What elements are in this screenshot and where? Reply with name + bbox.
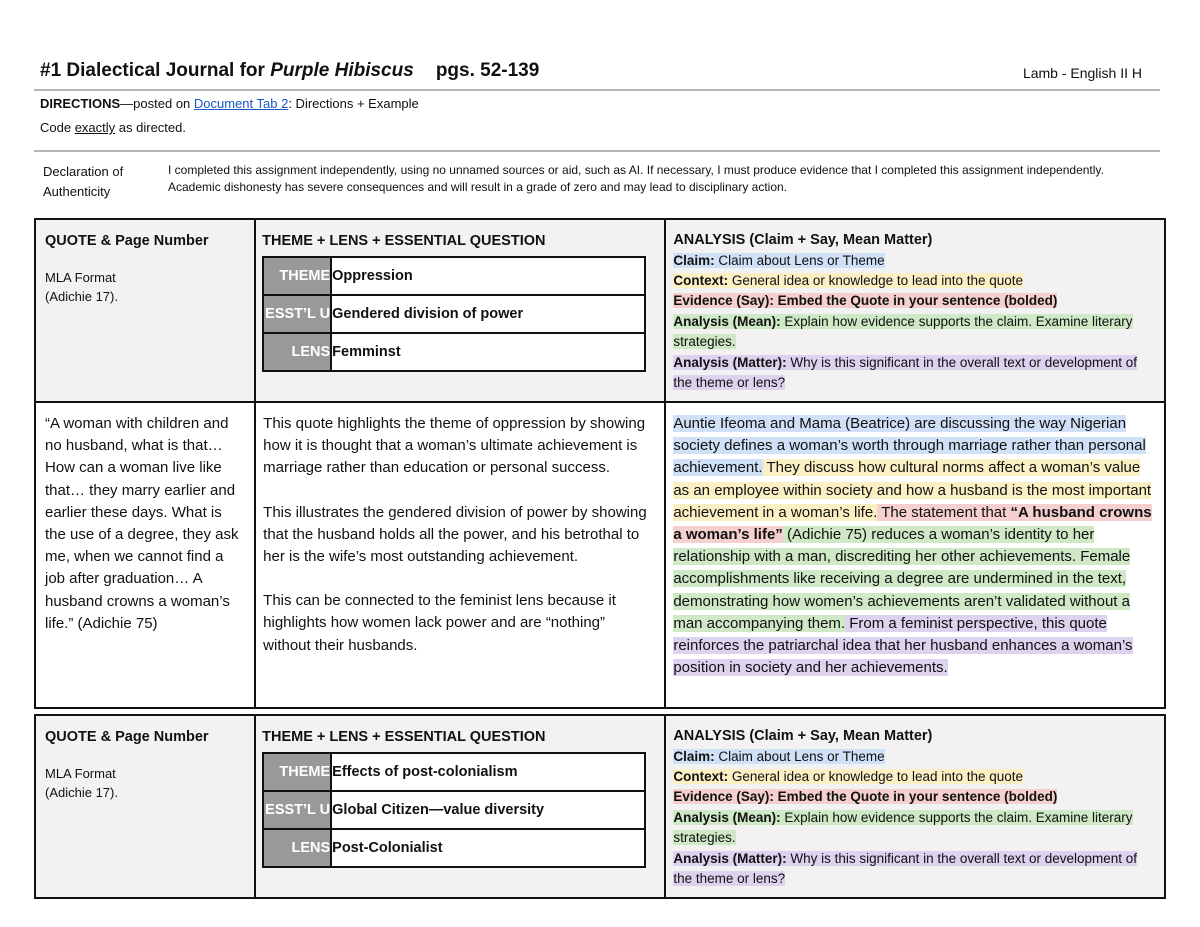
quote-header-cell: [35, 219, 255, 402]
journal-table-1: [34, 218, 1166, 709]
theme-lens-box: [262, 256, 646, 372]
quote-text: “A woman with children and no husband, what is that… How can a woman live like that… they marry earlier and earlier these days. What is the use of a degree, they ask me, when we cannot find a job after graduation… A husband crowns a woman’s life.” (Adichie 75): [45, 415, 239, 632]
lens-label: LENS: [263, 829, 331, 867]
theme-header-cell: [255, 715, 665, 898]
divider: [34, 89, 1160, 91]
theme-heading: THEME + LENS + ESSENTIAL QUESTION: [262, 233, 546, 249]
analysis-heading: ANALYSIS (Claim + Say, Mean Matter): [673, 232, 933, 248]
mla-format-label: MLA Format: [45, 766, 116, 781]
divider: [34, 150, 1160, 152]
theme-value[interactable]: Effects of post-colonialism: [331, 753, 645, 791]
quote-cell[interactable]: [35, 402, 255, 708]
analysis-context: They discuss how cultural norms affect a woman’s value as an employee within society and how a husband is the most important achievement in a woman’s life.: [673, 459, 1152, 521]
theme-heading: THEME + LENS + ESSENTIAL QUESTION: [262, 729, 546, 745]
mla-example: (Adichie 17).: [45, 785, 118, 800]
lens-label: LENS: [263, 333, 331, 371]
essential-label: ESST’L U: [263, 295, 331, 333]
document-tab-link[interactable]: Document Tab 2: [193, 96, 289, 111]
theme-label: THEME: [263, 753, 331, 791]
analysis-header-cell: ANALYSIS (Claim + Say, Mean Matter) Claim: Claim about Lens or Theme Context: General idea or knowledge to lead into the quote Evidence (Say): Embed the Quote in your sentence (bolded) Analysis (Mean): Explain how evidence supports the claim. Examine literary strategies. Analysis (Matter): Why is this significant in the overall text or development of the theme or lens?: [665, 219, 1165, 402]
lens-value[interactable]: Femminst: [331, 333, 645, 371]
theme-header-cell: [255, 219, 665, 402]
evidence-guide: Evidence (Say): Embed the Quote in your sentence (bolded): [673, 293, 1058, 309]
evidence-guide: Evidence (Say): Embed the Quote in your sentence (bolded): [673, 789, 1058, 805]
quote-heading: QUOTE & Page Number: [45, 729, 209, 745]
declaration-label: Declaration of Authenticity: [43, 164, 124, 199]
theme-label: THEME: [263, 257, 331, 295]
mla-example: (Adichie 17).: [45, 289, 118, 304]
analysis-claim: Auntie Ifeoma and Mama (Beatrice) are discussing the way Nigerian society defines a woman’s worth through marriage rather than personal achievement.: [673, 415, 1146, 477]
theme-lens-box: [262, 752, 646, 868]
quote-header-cell: [35, 715, 255, 898]
analysis-paragraph: [666, 403, 1164, 683]
declaration-text: I completed this assignment independently, using no unnamed sources or aid, such as AI. If necessary, I must produce evidence that I completed this assignment independently. Academic dishonesty has severe consequences and will result in a grade of zero and may lead to disciplinary action.: [168, 163, 1104, 194]
page-title: #1 Dialectical Journal for Purple Hibiscus pgs. 52-139: [40, 60, 540, 81]
analysis-matter: From a feminist perspective, this quote reinforces the patriarchal idea that her husband enhances a woman’s position in society and her achievements.: [673, 614, 1133, 677]
code-instruction: Code exactly as directed.: [40, 120, 186, 135]
journal-table-2: [34, 714, 1166, 899]
essential-value[interactable]: Global Citizen—value diversity: [331, 791, 645, 829]
book-title: Purple Hibiscus: [270, 60, 414, 81]
analysis-cell[interactable]: [665, 402, 1165, 708]
essential-value[interactable]: Gendered division of power: [331, 295, 645, 333]
explanation-theme: This quote highlights the theme of oppression by showing how it is thought that a woman’s ultimate achievement is marriage rather than education or personal success.: [263, 415, 646, 477]
explanation-cell[interactable]: [255, 402, 665, 708]
mla-format-label: MLA Format: [45, 270, 116, 285]
teacher-label: Lamb - English II H: [1022, 65, 1142, 81]
analysis-evidence: The statement that “A husband crowns a woman’s life”: [673, 503, 1152, 544]
analysis-mean: (Adichie 75) reduces a woman’s identity to her relationship with a man, discrediting her other achievements. Female accomplishments like receiving a degree are undermined in the text, demonstrating how women’s achievements aren’t validated without a man accompanying them.: [673, 526, 1131, 632]
explanation-essential: This illustrates the gendered division of power by showing that the husband holds all the power, and his betrothal to her is the wife’s most outstanding achievement.: [263, 503, 647, 566]
explanation-lens: This can be connected to the feminist lens because it highlights how women lack power and are “nothing” without their husbands.: [263, 592, 616, 654]
lens-value[interactable]: Post-Colonialist: [331, 829, 645, 867]
directions-line: DIRECTIONS—posted on Document Tab 2: Directions + Example: [40, 96, 419, 111]
theme-value[interactable]: Oppression: [331, 257, 645, 295]
page-range: pgs. 52-139: [435, 60, 540, 81]
analysis-header-cell: ANALYSIS (Claim + Say, Mean Matter) Claim: Claim about Lens or Theme Context: General idea or knowledge to lead into the quote Evidence (Say): Embed the Quote in your sentence (bolded) Analysis (Mean): Explain how evidence supports the claim. Examine literary strategies. Analysis (Matter): Why is this significant in the overall text or development of the theme or lens?: [665, 715, 1165, 898]
quote-heading: QUOTE & Page Number: [45, 233, 209, 249]
analysis-heading: ANALYSIS (Claim + Say, Mean Matter): [673, 728, 933, 744]
essential-label: ESST’L U: [263, 791, 331, 829]
